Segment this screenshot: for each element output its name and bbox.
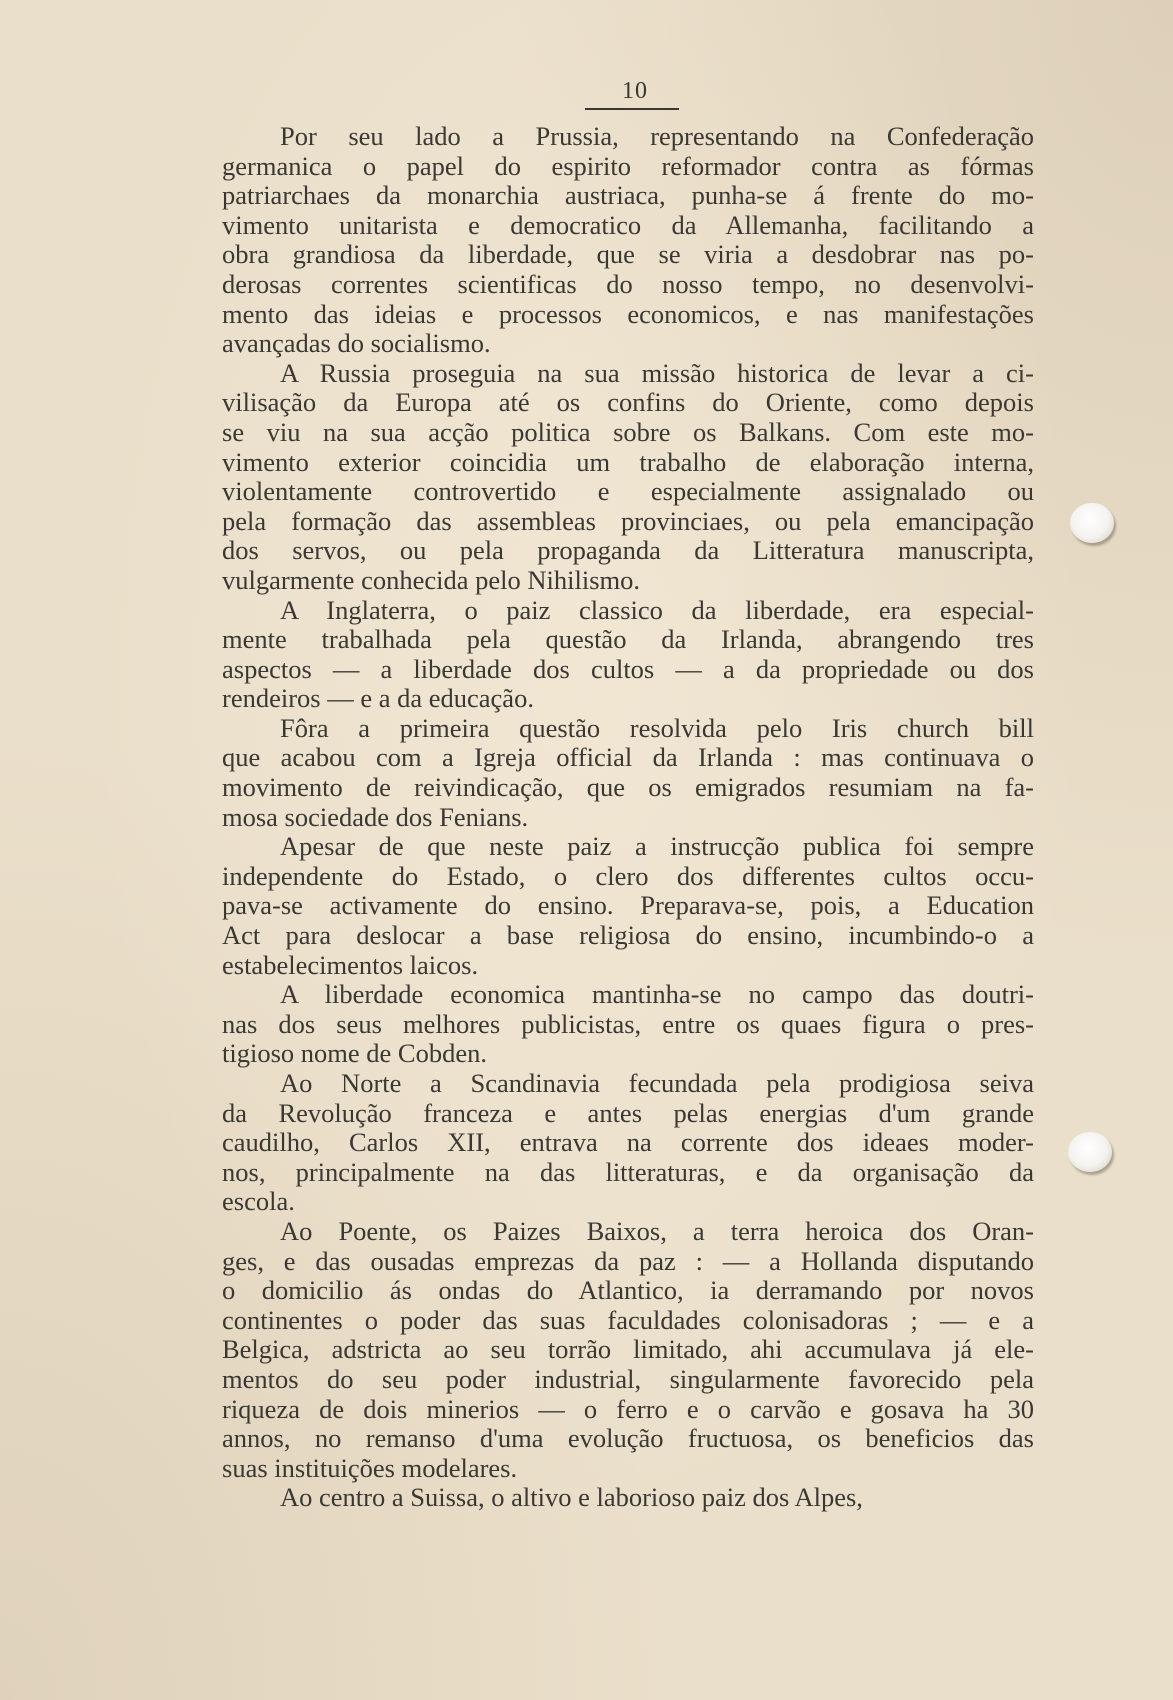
text-line: continentes o poder das suas faculdades colonisadoras ; — e a — [222, 1304, 1034, 1335]
text-line: que acabou com a Igreja official da Irlanda : mas continuava o — [222, 742, 1034, 773]
text-line: pela formação das assembleas provinciaes, ou pela emancipação — [222, 505, 1034, 536]
binding-hole — [1070, 503, 1114, 543]
text-line: avançadas do socialismo. — [222, 328, 491, 359]
text-line: dos servos, ou pela propaganda da Litteratura manuscripta, — [222, 535, 1034, 566]
text-line: escola. — [222, 1186, 295, 1217]
text-line: violentamente controvertido e especialmente assignalado ou — [222, 476, 1034, 507]
text-line: independente do Estado, o clero dos differentes cultos occu- — [222, 860, 1034, 891]
text-line: vimento exterior coincidia um trabalho de elaboração interna, — [222, 446, 1034, 477]
page-number-rule — [585, 108, 679, 110]
text-line: Act para deslocar a base religiosa do ensino, incumbindo-o a — [222, 920, 1034, 951]
paragraph-iris-church-bill — [222, 714, 1034, 832]
text-line: estabelecimentos laicos. — [222, 949, 479, 980]
text-line: A Russia proseguia na sua missão historica de levar a ci- — [280, 357, 1034, 388]
text-line: Belgica, adstricta ao seu torrão limitado, ahi accumulava já ele- — [222, 1334, 1034, 1365]
body-text — [222, 122, 1034, 1513]
text-line: Ao centro a Suissa, o altivo e laborioso paiz dos Alpes, — [280, 1482, 863, 1513]
text-line: suas instituições modelares. — [222, 1452, 518, 1483]
text-line: riqueza de dois minerios — o ferro e o carvão e gosava ha 30 — [222, 1393, 1034, 1424]
text-line: mento das ideias e processos economicos, e nas manifestações — [222, 298, 1034, 329]
text-line: Por seu lado a Prussia, representando na Confederação — [280, 121, 1034, 151]
paragraph-paizes-baixos — [222, 1217, 1034, 1483]
text-line: caudilho, Carlos XII, entrava na corrente dos ideaes moder- — [222, 1127, 1034, 1158]
text-line: patriarchaes da monarchia austriaca, punha-se á frente do mo- — [222, 180, 1034, 211]
text-line: Apesar de que neste paiz a instrucção publica foi sempre — [280, 831, 1034, 862]
text-line: mente trabalhada pela questão da Irlanda, abrangendo tres — [222, 624, 1034, 655]
paragraph-russia — [222, 359, 1034, 596]
text-line: Fôra a primeira questão resolvida pelo Iris church bill — [280, 712, 1034, 743]
page-number: 10 — [622, 78, 648, 104]
paragraph-instruccao — [222, 832, 1034, 980]
text-line: movimento de reivindicação, que os emigrados resumiam na fa- — [222, 772, 1034, 803]
text-line: obra grandiosa da liberdade, que se viria a desdobrar nas po- — [222, 239, 1034, 270]
text-line: aspectos — a liberdade dos cultos — a da propriedade ou dos — [222, 653, 1034, 684]
binding-hole — [1068, 1132, 1112, 1172]
text-line: vimento unitarista e democratico da Allemanha, facilitando a — [222, 209, 1034, 240]
text-line: nos, principalmente na das litteraturas, e da organisação da — [222, 1156, 1034, 1187]
text-line: Ao Norte a Scandinavia fecundada pela prodigiosa seiva — [280, 1068, 1034, 1098]
text-line: mosa sociedade dos Fenians. — [222, 801, 529, 832]
text-line: A liberdade economica mantinha-se no campo das doutri- — [280, 979, 1034, 1010]
text-line: derosas correntes scientificas do nosso tempo, no desenvolvi- — [222, 268, 1034, 299]
paragraph-scandinavia — [222, 1069, 1034, 1217]
text-line: rendeiros — e a da educação. — [222, 683, 534, 714]
text-line: o domicilio ás ondas do Atlantico, ia derramando por novos — [222, 1275, 1034, 1306]
paragraph-prussia — [222, 122, 1034, 359]
text-line: vulgarmente conhecida pelo Nihilismo. — [222, 564, 640, 595]
text-line: se viu na sua acção politica sobre os Balkans. Com este mo- — [222, 416, 1034, 447]
text-line: nas dos seus melhores publicistas, entre os quaes figura o pres- — [222, 1008, 1034, 1039]
text-line: germanica o papel do espirito reformador contra as fórmas — [222, 150, 1034, 181]
text-line: da Revolução franceza e antes pelas energias d'um grande — [222, 1097, 1034, 1128]
text-line: A Inglaterra, o paiz classico da liberdade, era especial- — [280, 594, 1034, 625]
paragraph-liberdade-economica — [222, 980, 1034, 1069]
paragraph-inglaterra — [222, 596, 1034, 714]
text-line: tigioso nome de Cobden. — [222, 1038, 487, 1069]
text-line: Ao Poente, os Paizes Baixos, a terra heroica dos Oran- — [280, 1215, 1034, 1246]
text-line: annos, no remanso d'uma evolução fructuosa, os beneficios das — [222, 1423, 1034, 1454]
text-line: ges, e das ousadas emprezas da paz : — a Hollanda disputando — [222, 1245, 1034, 1276]
text-line: mentos do seu poder industrial, singularmente favorecido pela — [222, 1363, 1034, 1394]
paragraph-suissa — [222, 1483, 1034, 1513]
text-line: pava-se activamente do ensino. Preparava-se, pois, a Education — [222, 890, 1034, 921]
text-line: vilisação da Europa até os confins do Oriente, como depois — [222, 387, 1034, 418]
